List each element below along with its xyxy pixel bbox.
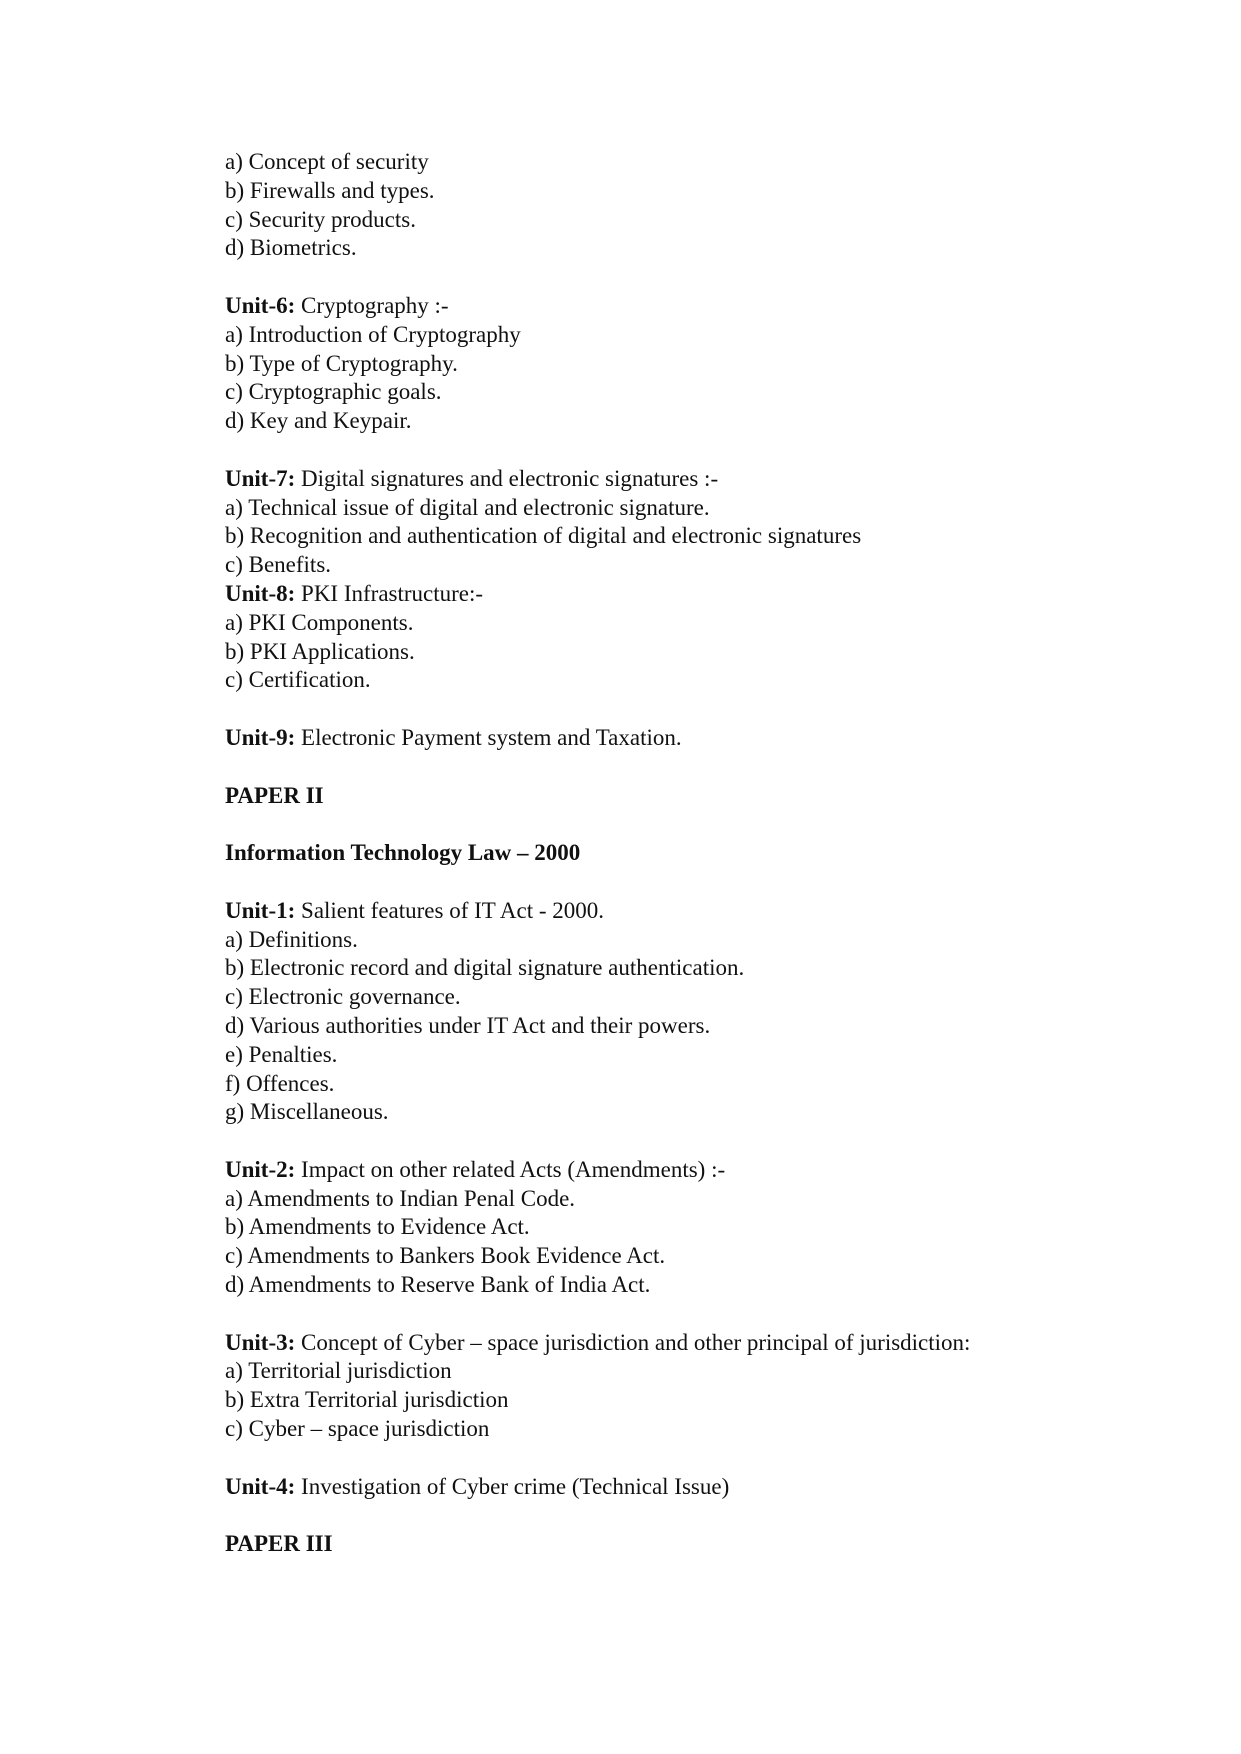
p2-unit1-title: Salient features of IT Act - 2000.	[295, 897, 604, 923]
paper2-subheading: Information Technology Law – 2000	[225, 840, 581, 866]
spacer	[225, 753, 1175, 782]
unit6-heading	[225, 292, 1175, 321]
p2-unit1-item: b) Electronic record and digital signature authentication.	[225, 955, 745, 981]
p2-unit1-item: d) Various authorities under IT Act and their powers.	[225, 1012, 711, 1038]
intro-item: d) Biometrics.	[225, 235, 357, 261]
p2-unit4-heading	[225, 1473, 1175, 1502]
p2-unit2-title: Impact on other related Acts (Amendments) :-	[295, 1156, 726, 1182]
p2-unit2-item: a) Amendments to Indian Penal Code.	[225, 1185, 576, 1211]
p2-unit3-item: c) Cyber – space jurisdiction	[225, 1416, 490, 1442]
spacer	[225, 695, 1175, 724]
p2-unit2-item: c) Amendments to Bankers Book Evidence Act.	[225, 1243, 666, 1269]
unit8-heading	[225, 580, 1175, 609]
paper2-heading: PAPER II	[225, 782, 324, 808]
document-page	[225, 148, 1175, 1559]
unit8-label: Unit-8:	[225, 580, 296, 606]
unit6-item: d) Key and Keypair.	[225, 408, 412, 434]
unit8-item: a) PKI Components.	[225, 609, 414, 635]
spacer	[225, 436, 1175, 465]
unit7-label: Unit-7:	[225, 465, 296, 491]
spacer	[225, 1501, 1175, 1530]
unit7-item: a) Technical issue of digital and electronic signature.	[225, 494, 710, 520]
p2-unit4-title: Investigation of Cyber crime (Technical Issue)	[295, 1473, 730, 1499]
unit8-title: PKI Infrastructure:-	[295, 580, 484, 606]
p2-unit3-heading	[225, 1329, 1175, 1358]
p2-unit1-item: f) Offences.	[225, 1070, 335, 1096]
intro-item: a) Concept of security	[225, 149, 429, 174]
p2-unit2-item: d) Amendments to Reserve Bank of India Act.	[225, 1272, 651, 1298]
unit6-label: Unit-6:	[225, 292, 296, 318]
p2-unit3-label: Unit-3:	[225, 1329, 296, 1355]
unit7-item: c) Benefits.	[225, 552, 332, 578]
p2-unit1-label: Unit-1:	[225, 897, 296, 923]
unit9-label: Unit-9:	[225, 724, 296, 750]
spacer	[225, 1127, 1175, 1156]
p2-unit1-item: e) Penalties.	[225, 1041, 338, 1067]
p2-unit1-heading	[225, 897, 1175, 926]
p2-unit1-item: a) Definitions.	[225, 926, 358, 952]
p2-unit2-item: b) Amendments to Evidence Act.	[225, 1214, 530, 1240]
p2-unit2-heading	[225, 1156, 1175, 1185]
intro-item: b) Firewalls and types.	[225, 177, 435, 203]
spacer	[225, 263, 1175, 292]
spacer	[225, 810, 1175, 839]
p2-unit3-title: Concept of Cyber – space jurisdiction and other principal of jurisdiction:	[295, 1329, 971, 1355]
unit6-title: Cryptography :-	[295, 292, 449, 318]
p2-unit3-item: b) Extra Territorial jurisdiction	[225, 1387, 509, 1413]
p2-unit2-label: Unit-2:	[225, 1156, 296, 1182]
unit7-heading	[225, 465, 1175, 494]
unit9-heading	[225, 724, 1175, 753]
spacer	[225, 1444, 1175, 1473]
paper3-heading: PAPER III	[225, 1531, 333, 1557]
unit8-item: b) PKI Applications.	[225, 638, 415, 664]
unit9-title: Electronic Payment system and Taxation.	[295, 724, 682, 750]
unit7-title: Digital signatures and electronic signatures :-	[295, 465, 719, 491]
unit6-item: b) Type of Cryptography.	[225, 350, 458, 376]
intro-item: c) Security products.	[225, 206, 416, 232]
p2-unit1-item: c) Electronic governance.	[225, 984, 461, 1010]
unit6-item: a) Introduction of Cryptography	[225, 321, 521, 347]
unit7-item: b) Recognition and authentication of digital and electronic signatures	[225, 523, 862, 549]
spacer	[225, 868, 1175, 897]
p2-unit1-item: g) Miscellaneous.	[225, 1099, 389, 1125]
spacer	[225, 1300, 1175, 1329]
unit6-item: c) Cryptographic goals.	[225, 379, 442, 405]
p2-unit3-item: a) Territorial jurisdiction	[225, 1358, 452, 1384]
unit8-item: c) Certification.	[225, 667, 371, 693]
p2-unit4-label: Unit-4:	[225, 1473, 296, 1499]
